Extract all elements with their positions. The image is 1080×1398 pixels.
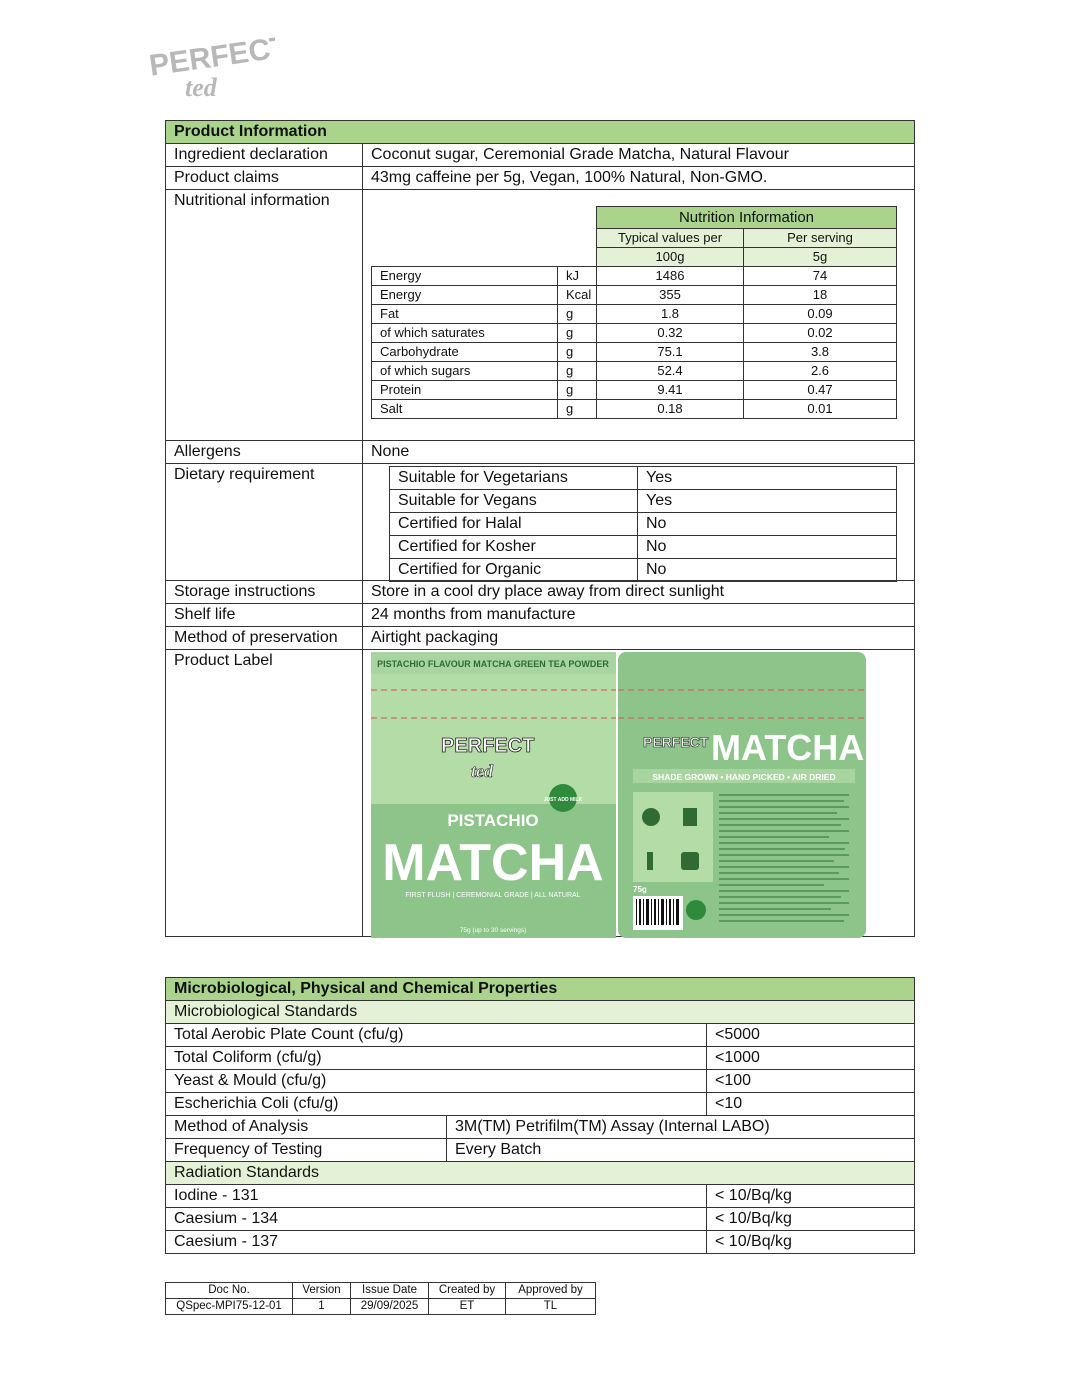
micro-heading: Microbiological, Physical and Chemical Properties bbox=[166, 978, 915, 1001]
radiation-value: < 10/Bq/kg bbox=[707, 1208, 915, 1231]
dietary-row bbox=[390, 559, 897, 582]
label-back-brand: PERFECT bbox=[643, 734, 709, 750]
radiation-label: Iodine - 131 bbox=[166, 1185, 707, 1208]
label-tags: FIRST FLUSH | CEREMONIAL GRADE | ALL NATURAL bbox=[405, 892, 581, 899]
nutrient-name: Fat bbox=[372, 305, 558, 324]
dietary-row bbox=[390, 513, 897, 536]
label-back-tags: SHADE GROWN • HAND PICKED • AIR DRIED bbox=[652, 772, 836, 782]
nutrition-col2-header: Per serving bbox=[744, 229, 897, 248]
claims-label: Product claims bbox=[166, 167, 363, 190]
dietary-item: Suitable for Vegans bbox=[390, 490, 638, 513]
nutrition-row bbox=[372, 400, 897, 419]
dietary-table bbox=[389, 466, 897, 582]
nutrient-unit: g bbox=[558, 400, 597, 419]
micro-table bbox=[165, 977, 915, 1254]
nutrition-row bbox=[372, 343, 897, 362]
nutrient-name: Carbohydrate bbox=[372, 343, 558, 362]
radiation-row bbox=[166, 1208, 915, 1231]
nutrient-serving: 0.01 bbox=[744, 400, 897, 419]
nutrition-col2-sub: 5g bbox=[744, 248, 897, 267]
nutrient-name: of which sugars bbox=[372, 362, 558, 381]
micro-row bbox=[166, 1093, 915, 1116]
method-value: 3M(TM) Petrifilm(TM) Assay (Internal LABO) bbox=[447, 1116, 915, 1139]
brand-logo bbox=[145, 28, 275, 103]
nutrient-name: Energy bbox=[372, 267, 558, 286]
nutrition-row bbox=[372, 267, 897, 286]
dietary-item: Suitable for Vegetarians bbox=[390, 467, 638, 490]
nutrient-name: Salt bbox=[372, 400, 558, 419]
radiation-standards-heading: Radiation Standards bbox=[166, 1162, 915, 1185]
micro-row bbox=[166, 1047, 915, 1070]
label-weight: 75g (up to 30 servings) bbox=[459, 927, 527, 934]
nutrition-row bbox=[372, 362, 897, 381]
dietary-row bbox=[390, 467, 897, 490]
nutrient-unit: g bbox=[558, 324, 597, 343]
radiation-label: Caesium - 134 bbox=[166, 1208, 707, 1231]
micro-value: <10 bbox=[707, 1093, 915, 1116]
micro-label: Escherichia Coli (cfu/g) bbox=[166, 1093, 707, 1116]
label-brand: PERFECT bbox=[441, 735, 535, 757]
preservation-value: Airtight packaging bbox=[363, 627, 915, 650]
allergens-label: Allergens bbox=[166, 441, 363, 464]
nutrient-unit: g bbox=[558, 343, 597, 362]
nutrition-title: Nutrition Information bbox=[597, 207, 897, 229]
nutrition-row bbox=[372, 324, 897, 343]
label-brand-ted: ted bbox=[471, 761, 493, 781]
nutrient-serving: 2.6 bbox=[744, 362, 897, 381]
nutrient-unit: g bbox=[558, 305, 597, 324]
nutrition-row bbox=[372, 305, 897, 324]
nutrition-label: Nutritional information bbox=[166, 190, 363, 441]
dietary-row bbox=[390, 536, 897, 559]
nutrient-name: Protein bbox=[372, 381, 558, 400]
allergens-value: None bbox=[363, 441, 915, 464]
nutrient-serving: 74 bbox=[744, 267, 897, 286]
nutrition-row bbox=[372, 381, 897, 400]
nutrition-table bbox=[371, 206, 897, 419]
nutrient-name: of which saturates bbox=[372, 324, 558, 343]
micro-value: <5000 bbox=[707, 1024, 915, 1047]
nutrient-per100: 355 bbox=[597, 286, 744, 305]
nutrient-serving: 0.09 bbox=[744, 305, 897, 324]
nutrient-unit: kJ bbox=[558, 267, 597, 286]
storage-label: Storage instructions bbox=[166, 581, 363, 604]
radiation-value: < 10/Bq/kg bbox=[707, 1231, 915, 1254]
dietary-value: No bbox=[638, 559, 897, 582]
nutrient-serving: 18 bbox=[744, 286, 897, 305]
doc-header-cell: Doc No. bbox=[166, 1283, 293, 1299]
micro-row bbox=[166, 1024, 915, 1047]
logo-line2: ted bbox=[185, 73, 217, 102]
doc-control-table bbox=[165, 1282, 596, 1315]
nutrient-per100: 1486 bbox=[597, 267, 744, 286]
radiation-value: < 10/Bq/kg bbox=[707, 1185, 915, 1208]
dietary-row bbox=[390, 490, 897, 513]
nutrient-unit: g bbox=[558, 381, 597, 400]
dietary-item: Certified for Halal bbox=[390, 513, 638, 536]
label-banner: PISTACHIO FLAVOUR MATCHA GREEN TEA POWDER bbox=[377, 659, 609, 669]
dietary-value: Yes bbox=[638, 467, 897, 490]
dietary-item: Certified for Organic bbox=[390, 559, 638, 582]
nutrient-per100: 9.41 bbox=[597, 381, 744, 400]
dietary-value: No bbox=[638, 513, 897, 536]
dietary-label: Dietary requirement bbox=[166, 464, 363, 581]
doc-value-cell: 1 bbox=[293, 1299, 351, 1315]
shelf-life-label: Shelf life bbox=[166, 604, 363, 627]
storage-value: Store in a cool dry place away from direct sunlight bbox=[363, 581, 915, 604]
micro-standards-heading: Microbiological Standards bbox=[166, 1001, 915, 1024]
product-info-heading: Product Information bbox=[166, 121, 915, 144]
doc-value-cell: TL bbox=[506, 1299, 596, 1315]
dietary-value: No bbox=[638, 536, 897, 559]
nutrient-unit: Kcal bbox=[558, 286, 597, 305]
product-label-label: Product Label bbox=[166, 650, 363, 937]
doc-header-cell: Version bbox=[293, 1283, 351, 1299]
doc-header-cell: Approved by bbox=[506, 1283, 596, 1299]
micro-value: <100 bbox=[707, 1070, 915, 1093]
product-label-image bbox=[371, 652, 866, 938]
micro-value: <1000 bbox=[707, 1047, 915, 1070]
doc-value-cell: 29/09/2025 bbox=[351, 1299, 429, 1315]
frequency-value: Every Batch bbox=[447, 1139, 915, 1162]
micro-label: Yeast & Mould (cfu/g) bbox=[166, 1070, 707, 1093]
nutrient-per100: 52.4 bbox=[597, 362, 744, 381]
dietary-value: Yes bbox=[638, 490, 897, 513]
doc-header-cell: Created by bbox=[429, 1283, 506, 1299]
method-label: Method of Analysis bbox=[166, 1116, 447, 1139]
micro-label: Total Coliform (cfu/g) bbox=[166, 1047, 707, 1070]
label-flavour: PISTACHIO bbox=[447, 811, 539, 830]
nutrient-per100: 75.1 bbox=[597, 343, 744, 362]
doc-header-cell: Issue Date bbox=[351, 1283, 429, 1299]
label-back-name: MATCHA bbox=[711, 727, 865, 768]
logo-line1: PERFECT bbox=[147, 30, 275, 83]
claims-value: 43mg caffeine per 5g, Vegan, 100% Natural, Non-GMO. bbox=[363, 167, 915, 190]
nutrient-per100: 1.8 bbox=[597, 305, 744, 324]
radiation-label: Caesium - 137 bbox=[166, 1231, 707, 1254]
micro-label: Total Aerobic Plate Count (cfu/g) bbox=[166, 1024, 707, 1047]
nutrient-name: Energy bbox=[372, 286, 558, 305]
micro-row bbox=[166, 1070, 915, 1093]
label-name: MATCHA bbox=[382, 834, 604, 892]
preservation-label: Method of preservation bbox=[166, 627, 363, 650]
dietary-item: Certified for Kosher bbox=[390, 536, 638, 559]
doc-value-cell: ET bbox=[429, 1299, 506, 1315]
radiation-row bbox=[166, 1185, 915, 1208]
nutrient-serving: 0.02 bbox=[744, 324, 897, 343]
shelf-life-value: 24 months from manufacture bbox=[363, 604, 915, 627]
label-back-weight: 75g bbox=[633, 885, 647, 894]
frequency-label: Frequency of Testing bbox=[166, 1139, 447, 1162]
ingredients-value: Coconut sugar, Ceremonial Grade Matcha, Natural Flavour bbox=[363, 144, 915, 167]
nutrition-col1-header: Typical values per bbox=[597, 229, 744, 248]
label-badge: JUST ADD MILK bbox=[543, 797, 583, 803]
nutrition-col1-sub: 100g bbox=[597, 248, 744, 267]
nutrient-per100: 0.32 bbox=[597, 324, 744, 343]
nutrient-per100: 0.18 bbox=[597, 400, 744, 419]
nutrient-unit: g bbox=[558, 362, 597, 381]
nutrient-serving: 0.47 bbox=[744, 381, 897, 400]
nutrition-row bbox=[372, 286, 897, 305]
radiation-row bbox=[166, 1231, 915, 1254]
nutrient-serving: 3.8 bbox=[744, 343, 897, 362]
ingredients-label: Ingredient declaration bbox=[166, 144, 363, 167]
doc-value-cell: QSpec-MPI75-12-01 bbox=[166, 1299, 293, 1315]
